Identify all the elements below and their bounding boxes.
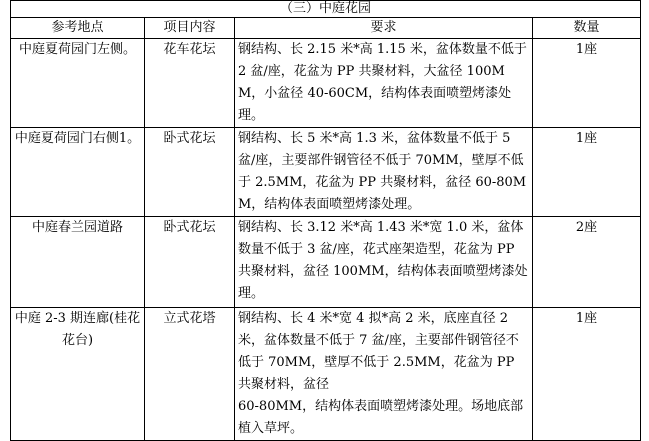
header-requirement: 要求 [235, 18, 533, 39]
row-item: 卧式花坛 [145, 217, 235, 308]
row-quantity: 1座 [533, 128, 641, 217]
row-location: 中庭春兰园道路 [11, 217, 145, 308]
table-row [11, 217, 641, 308]
row-quantity: 1座 [533, 39, 641, 128]
requirement-text: 钢结构、长 4 米*宽 4 拟*高 2 米，底座直径 2 米，盆体数量不低于 7 盆/座，主要部件钢管径不低于 70MM，壁厚不低于 2.5MM，花盆为 PP 共聚材料，盆径 [238, 311, 519, 392]
garden-requirements-table [10, 0, 641, 441]
row-item: 花车花坛 [145, 39, 235, 128]
row-requirement: 钢结构、长 5 米*高 1.3 米，盆体数量不低于 5 盆/座，主要部件钢管径不低于 70MM，壁厚不低于 2.5MM，花盆为 PP 共聚材料，盆径 60-80MM，结构体表面喷塑烤漆处理。 [235, 128, 533, 217]
header-quantity: 数量 [533, 18, 641, 39]
row-requirement [235, 308, 533, 441]
table-row [11, 39, 641, 128]
row-item: 卧式花坛 [145, 128, 235, 217]
row-location: 中庭 2-3 期连廊(桂花花台) [11, 308, 145, 441]
table-title-row [11, 1, 641, 18]
row-quantity: 2座 [533, 217, 641, 308]
row-location: 中庭夏荷园门左侧。 [11, 39, 145, 128]
header-location: 参考地点 [11, 18, 145, 39]
row-requirement: 钢结构、长 3.12 米*高 1.43 米*宽 1.0 米，盆体数量不低于 3 盆/座，花式座架造型，花盆为 PP 共聚材料，盆径 100MM，结构体表面喷塑烤漆处理。 [235, 217, 533, 308]
table-row [11, 308, 641, 441]
row-quantity: 1座 [533, 308, 641, 441]
header-item: 项目内容 [145, 18, 235, 39]
table-title: （三）中庭花园 [11, 1, 641, 18]
row-item: 立式花塔 [145, 308, 235, 441]
row-location: 中庭夏荷园门右侧1。 [11, 128, 145, 217]
table-row [11, 128, 641, 217]
table-header-row [11, 18, 641, 39]
row-requirement: 钢结构、长 2.15 米*高 1.15 米，盆体数量不低于 2 盆/座，花盆为 PP 共聚材料，大盆径 100MM，小盆径 40-60CM，结构体表面喷塑烤漆处理。 [235, 39, 533, 128]
requirement-text-cont: 60-80MM，结构体表面喷塑烤漆处理。场地底部植入草坪。 [238, 399, 524, 436]
